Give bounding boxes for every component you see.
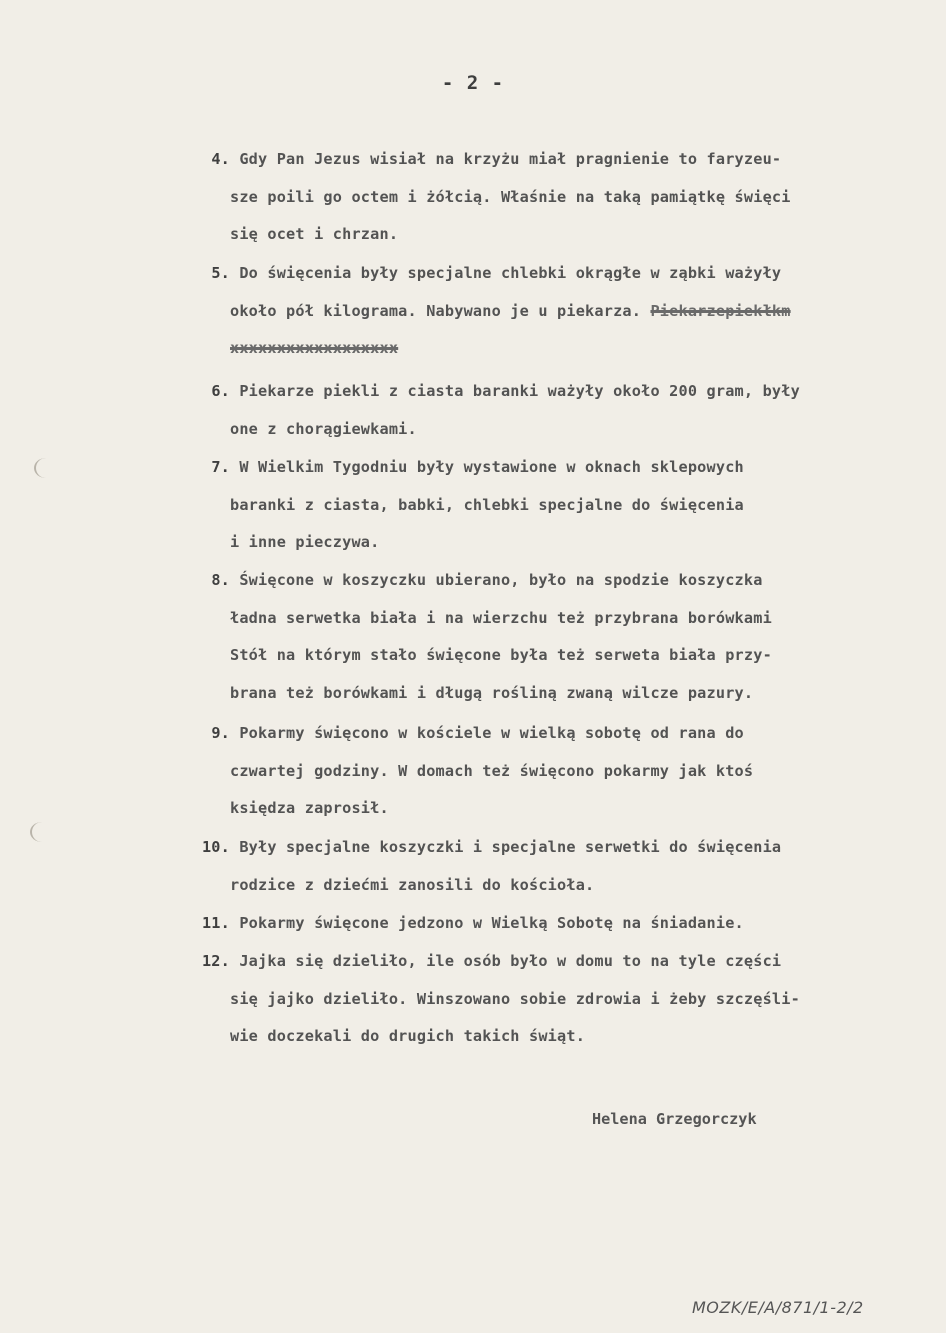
item-line: ładna serwetka biała i na wierzchu też przybrana borówkami [230,608,772,627]
item-number: 9. [211,724,230,742]
list-item [180,255,930,368]
struck-text: xxxxxxxxxxxxxxxxxx [230,339,399,357]
item-line: Do święcenia były specjalne chlebki okrągłe w ząbki ważyły [239,264,782,282]
item-line: rodzice z dziećmi zanosili do kościoła. [230,875,595,894]
punch-hole-mark [34,458,58,478]
item-number: 10. [201,838,230,856]
list-item [180,562,930,712]
item-line: Gdy Pan Jezus wisiał na krzyżu miał pragnienie to faryzeu- [239,150,782,168]
item-number: 4. [211,150,230,168]
item-number: 6. [211,382,230,400]
item-line: one z chorągiewkami. [230,419,417,438]
item-line: wie doczekali do drugich takich świąt. [230,1027,586,1045]
item-line: Pokarmy święcono w kościele w wielką sobotę od rana do [239,724,744,742]
item-line: Pokarmy święcone jedzono w Wielką Sobotę na śniadanie. [239,914,744,932]
archive-reference-mark: MOZK/E/A/871/1-2/2 [692,1298,864,1317]
item-line: Były specjalne koszyczki i specjalne serwetki do święcenia [239,838,782,856]
item-number: 7. [211,458,230,476]
list-item [180,715,930,828]
signature-name: Helena Grzegorczyk [592,1110,757,1128]
item-line: Stół na którym stało święcone była też serweta biała przy- [230,646,772,664]
item-line: sze poili go octem i żółcią. Właśnie na taką pamiątkę święci [230,187,791,206]
list-item [180,449,930,562]
list-item [180,943,930,1056]
item-line: czwartej godziny. W domach też święcono pokarmy jak ktoś [230,761,754,780]
item-line: się jajko dzieliło. Winszowano sobie zdrowia i żeby szczęśli- [230,989,800,1008]
item-line: i inne pieczywa. [230,533,380,551]
item-line: około pół kilograma. Nabywano je u piekarza. [230,301,642,320]
struck-text: Piekarzepiekłkm [650,301,791,320]
item-number: 12. [201,952,230,970]
list-item [180,829,930,904]
item-line-with-strikeout [180,293,930,331]
punch-hole-mark [30,822,54,842]
item-number: 11. [201,914,230,932]
list-item [180,905,930,943]
item-line: W Wielkim Tygodniu były wystawione w oknach sklepowych [239,458,744,476]
item-line: Święcone w koszyczku ubierano, było na spodzie koszyczka [239,571,763,589]
item-line: Jajka się dzieliło, ile osób było w domu to na tyle części [239,952,782,970]
list-item [180,373,930,448]
page-number: - 2 - [441,72,505,94]
item-number: 8. [211,571,230,589]
list-item [180,141,930,254]
item-line: baranki z ciasta, babki, chlebki specjalne do święcenia [230,495,744,514]
item-line: się ocet i chrzan. [230,225,399,243]
item-line: brana też borówkami i długą rośliną zwaną wilcze pazury. [230,683,754,702]
item-line: Piekarze piekli z ciasta baranki ważyły około 200 gram, były [239,382,800,400]
item-number: 5. [211,264,230,282]
item-line: księdza zaprosił. [230,799,389,817]
